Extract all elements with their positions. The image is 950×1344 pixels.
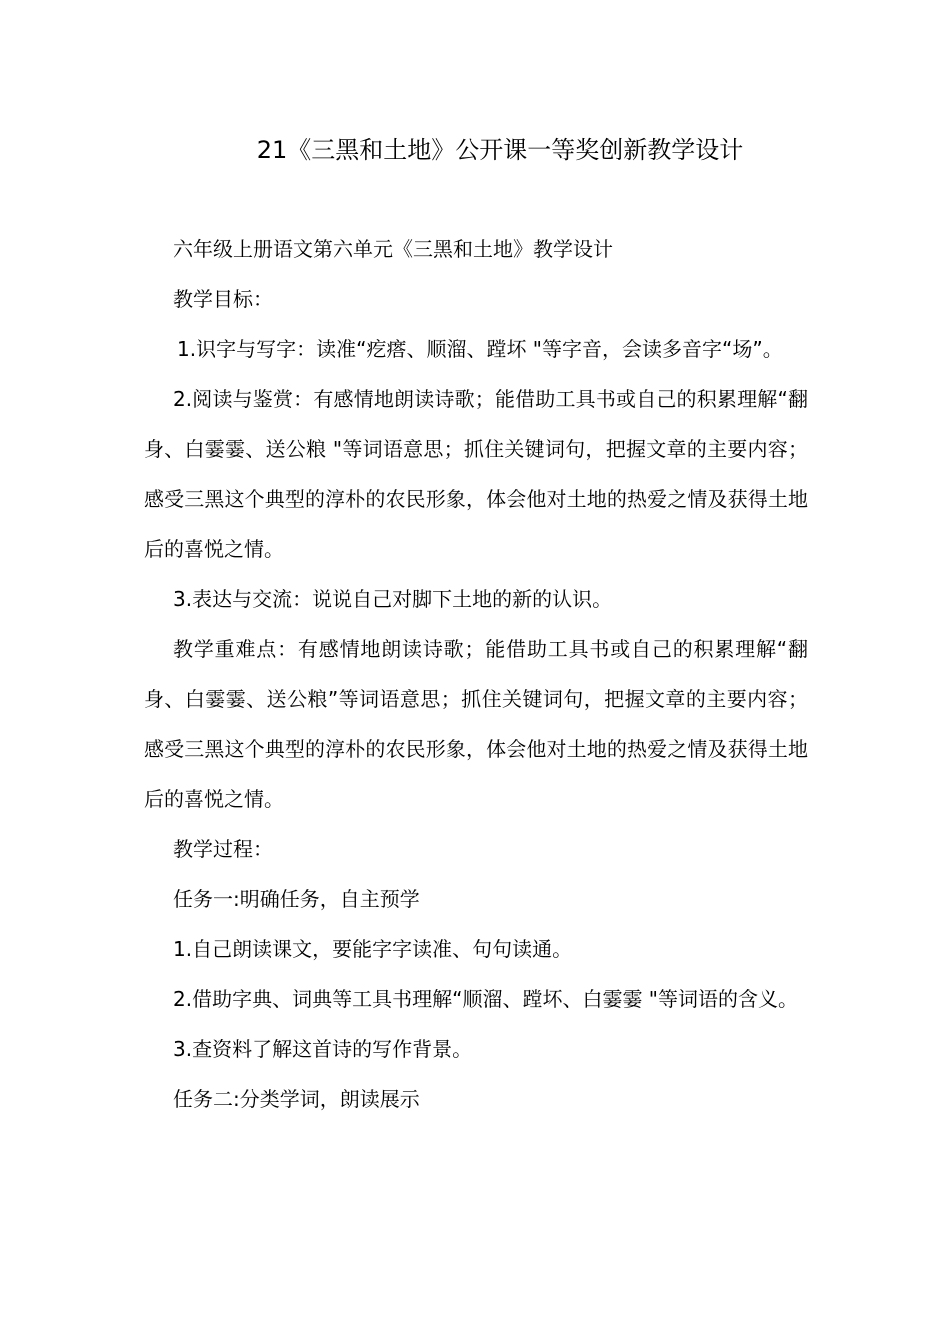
paragraph-process-heading: 教学过程： <box>173 837 273 861</box>
paragraph-task-2-heading: 任务二:分类学词，朗读展示 <box>173 1087 420 1111</box>
paragraph-objective-3: 3.表达与交流：说说自己对脚下土地的新的认识。 <box>173 587 613 611</box>
document-body <box>144 224 808 1124</box>
paragraph-key-points: 教学重难点：有感情地朗读诗歌；能借助工具书或自己的积累理解“翻身、白霎霎、送公粮”等词语意思；抓住关键词句，把握文章的主要内容；感受三黑这个典型的淳朴的农民形象，体会他对土地的热爱之情及获得土地后的喜悦之情。 <box>144 637 808 811</box>
paragraph-task-1-step-2: 2.借助字典、词典等工具书理解“顺溜、蹚坏、白霎霎 "等词语的含义。 <box>173 987 798 1011</box>
paragraph-objectives-heading: 教学目标： <box>173 287 273 311</box>
document-title: 21《三黑和土地》公开课一等奖创新教学设计 <box>256 136 744 164</box>
paragraph-task-1-step-3: 3.查资料了解这首诗的写作背景。 <box>173 1037 473 1061</box>
paragraph-task-1-heading: 任务一:明确任务，自主预学 <box>173 887 420 911</box>
paragraph-objective-2: 2.阅读与鉴赏：有感情地朗读诗歌；能借助工具书或自己的积累理解“翻身、白霎霎、送公粮 "等词语意思；抓住关键词句，把握文章的主要内容；感受三黑这个典型的淳朴的农民形象，体会他对土地的热爱之情及获得土地后的喜悦之情。 <box>144 387 808 561</box>
paragraph-objective-1: 1.识字与写字：读准“疙瘩、顺溜、蹚坏 "等字音，会读多音字“场”。 <box>177 337 783 361</box>
paragraph-subtitle: 六年级上册语文第六单元《三黑和土地》教学设计 <box>173 237 613 261</box>
paragraph-task-1-step-1: 1.自己朗读课文，要能字字读准、句句读通。 <box>173 937 573 961</box>
